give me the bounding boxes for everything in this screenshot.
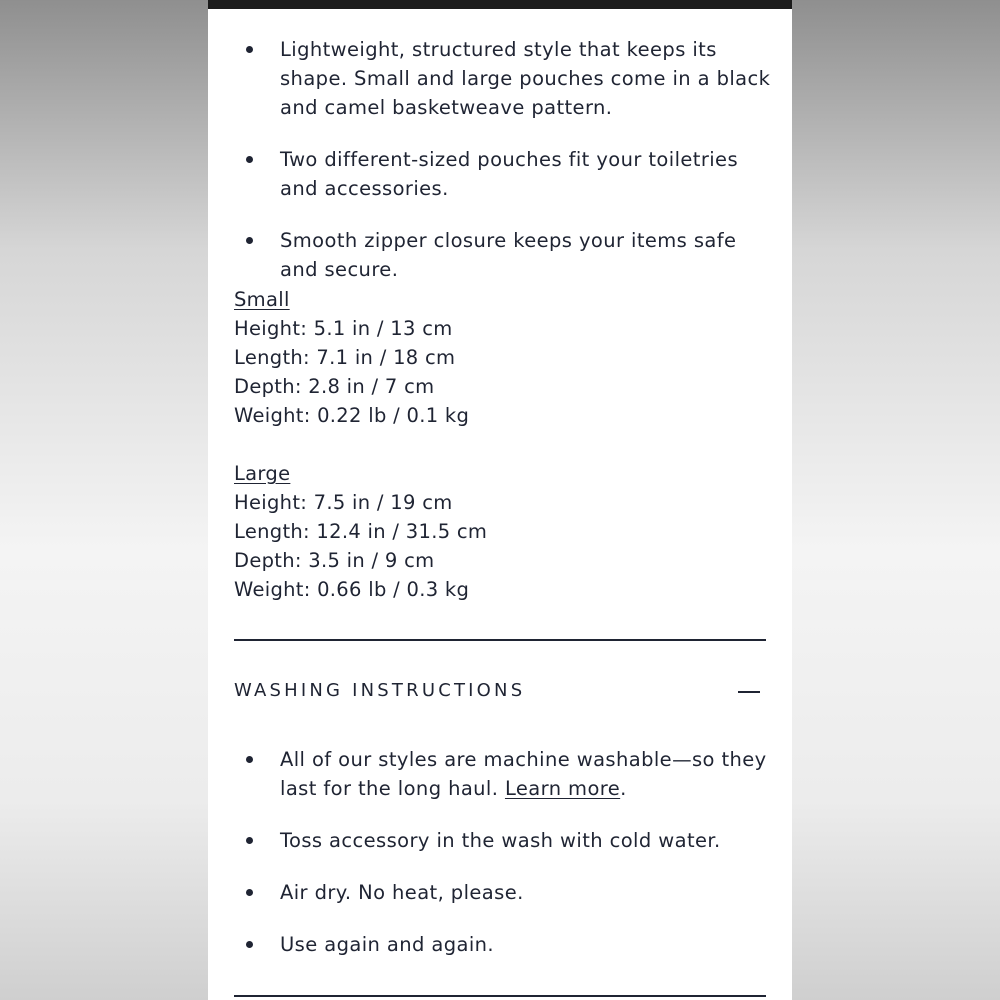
bullet-icon xyxy=(246,837,253,844)
small-length: Length: 7.1 in / 18 cm xyxy=(234,346,456,369)
bullet-icon xyxy=(246,889,253,896)
list-item xyxy=(208,826,792,855)
list-item xyxy=(208,145,792,203)
washing-text: All of our styles are machine washable—so they last for the long haul. xyxy=(280,748,767,800)
bullet-icon xyxy=(246,756,253,763)
large-dimensions xyxy=(234,459,487,604)
washing-text: Use again and again. xyxy=(280,933,495,956)
small-dimensions xyxy=(234,285,469,430)
bullet-icon xyxy=(246,156,253,163)
small-depth: Depth: 2.8 in / 7 cm xyxy=(234,375,435,398)
feature-text: Lightweight, structured style that keeps its shape. Small and large pouches come in a black and camel basketweave pattern. xyxy=(280,38,771,119)
large-heading: Large xyxy=(234,462,291,485)
list-item xyxy=(208,226,792,284)
section-divider xyxy=(234,639,766,641)
bullet-icon xyxy=(246,237,253,244)
feature-list xyxy=(208,35,792,284)
list-item xyxy=(208,878,792,907)
small-height: Height: 5.1 in / 13 cm xyxy=(234,317,453,340)
learn-more-link[interactable]: Learn more xyxy=(504,777,621,800)
left-backdrop xyxy=(0,0,208,1000)
washing-text: Air dry. No heat, please. xyxy=(280,881,524,904)
product-details-panel xyxy=(208,0,792,1000)
washing-text: Toss accessory in the wash with cold water. xyxy=(280,829,721,852)
bullet-icon xyxy=(246,46,253,53)
section-divider xyxy=(234,995,766,997)
washing-instructions-title: WASHING INSTRUCTIONS xyxy=(234,680,526,701)
washing-list xyxy=(208,745,792,959)
large-depth: Depth: 3.5 in / 9 cm xyxy=(234,549,435,572)
small-weight: Weight: 0.22 lb / 0.1 kg xyxy=(234,404,470,427)
top-bar xyxy=(208,0,792,9)
list-item xyxy=(208,35,792,122)
feature-text: Two different-sized pouches fit your toiletries and accessories. xyxy=(280,148,739,200)
list-item xyxy=(208,745,792,803)
list-item xyxy=(208,930,792,959)
large-height: Height: 7.5 in / 19 cm xyxy=(234,491,453,514)
large-length: Length: 12.4 in / 31.5 cm xyxy=(234,520,488,543)
right-backdrop xyxy=(792,0,1000,1000)
minus-icon[interactable] xyxy=(738,691,760,693)
small-heading: Small xyxy=(234,288,290,311)
bullet-icon xyxy=(246,941,253,948)
washing-text-end: . xyxy=(620,777,627,800)
feature-text: Smooth zipper closure keeps your items safe and secure. xyxy=(280,229,737,281)
washing-instructions-header[interactable] xyxy=(234,678,766,708)
large-weight: Weight: 0.66 lb / 0.3 kg xyxy=(234,578,470,601)
